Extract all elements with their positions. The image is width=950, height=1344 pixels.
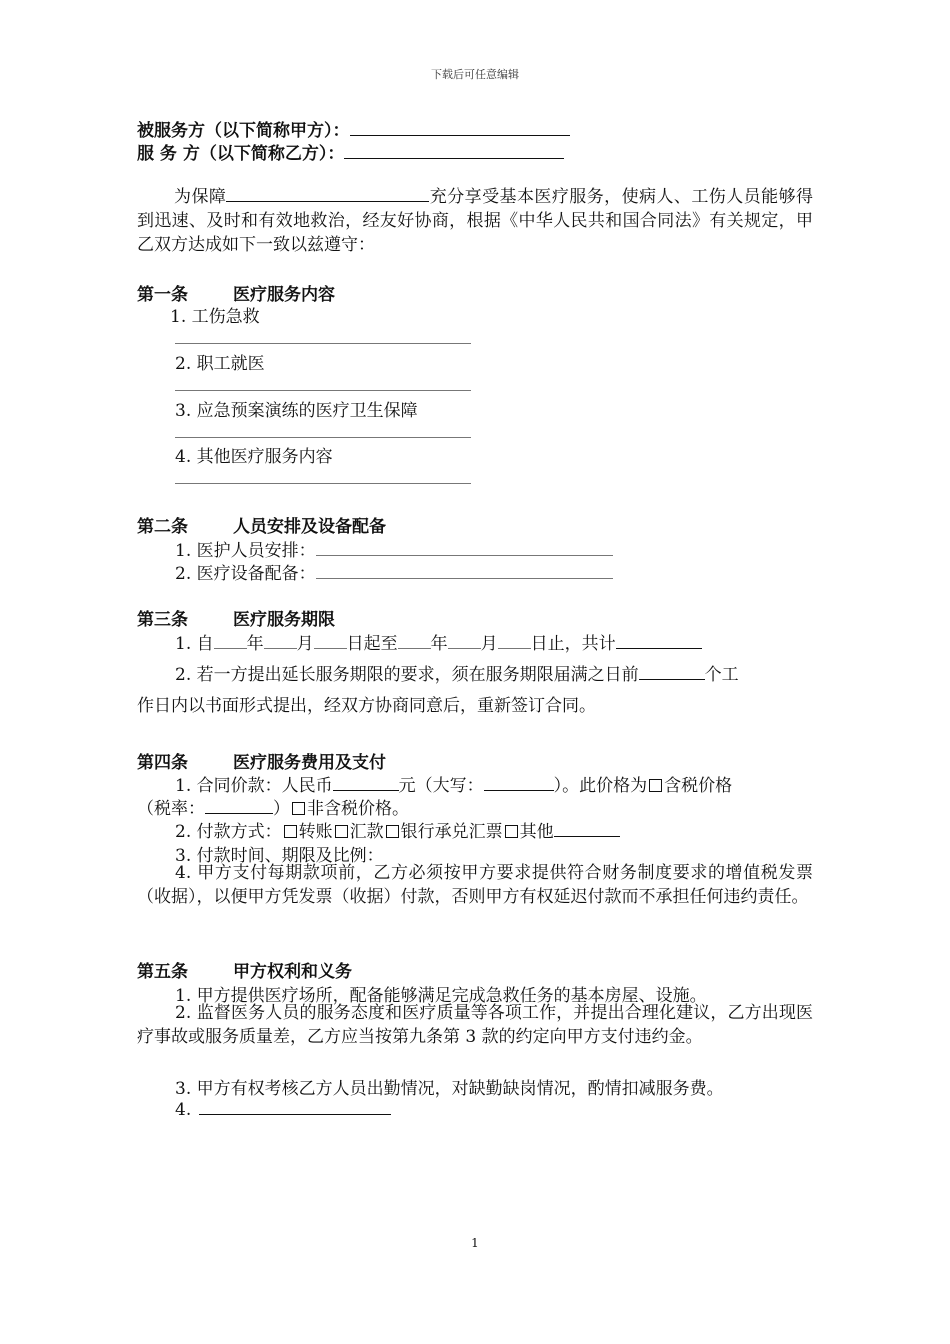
article-1-number: 第一条 — [137, 285, 188, 305]
page-number: 1 — [471, 1236, 479, 1250]
article-4-item-4: 4. 甲方支付每期款项前，乙方必须按甲方要求提供符合财务制度要求的增值税发票（收据），以便甲方凭发票（收据）付款，否则甲方有权延迟付款而不承担任何违约责任。 — [137, 863, 813, 907]
art3-text-month-1: 月 — [296, 634, 314, 654]
article-3-item-2 — [175, 660, 739, 685]
end-month-blank[interactable] — [448, 631, 481, 649]
party-b-label: 服 务 方（以下简称乙方）： — [137, 144, 345, 164]
tax-rate-close: ） — [273, 799, 290, 819]
end-day-blank[interactable] — [498, 631, 531, 649]
art4-price-label: 1. 合同价款：人民币 — [175, 776, 333, 796]
article-5-item-1: 1. 甲方提供医疗场所，配备能够满足完成急救任务的基本房屋、设施。 — [175, 986, 707, 1006]
article-3-item-1 — [175, 629, 702, 654]
party-a-label: 被服务方（以下简称甲方）： — [137, 121, 350, 141]
art4-price-capital-label: 元（大写： — [398, 776, 484, 796]
article-5-item-2: 2. 监督医务人员的服务态度和医疗质量等各项工作，并提出合理化建议，乙方出现医疗事故或服务质量差，乙方应当按第九条第 3 款的约定向甲方支付违约金。 — [137, 1003, 813, 1047]
article-2-item-1 — [175, 536, 613, 561]
article-5-title: 甲方权利和义务 — [233, 962, 352, 982]
total-duration-blank[interactable] — [616, 631, 702, 649]
intro-text-2: 充分享受基本医疗服务，使病人、工伤人员能够得到迅速、及时和有效地救治，经友好协商，根据《中华人民共和国合同法》有关规定，甲乙双方达成如下一致以兹遵守： — [137, 187, 814, 255]
art3-text-total: 日止，共计 — [530, 634, 616, 654]
article-1-item-2-line[interactable] — [175, 390, 471, 391]
tax-rate-blank[interactable] — [205, 796, 273, 814]
intro-blank[interactable] — [226, 184, 429, 202]
art3-text-year-1: 年 — [246, 634, 264, 654]
article-5-heading — [137, 957, 352, 982]
article-2-item-2-label: 2. 医疗设备配备： — [175, 564, 316, 584]
art3-item-2-text-b: 个工 — [704, 665, 739, 685]
tax-excluded-checkbox[interactable] — [292, 802, 305, 815]
intro-text-1: 为保障 — [174, 187, 227, 207]
art3-item-2-text-a: 2. 若一方提出延长服务期限的要求，须在服务期限届满之日前 — [175, 665, 639, 685]
art3-text-from: 1. 自 — [175, 634, 214, 654]
article-3-heading — [137, 605, 335, 630]
article-5-item-4 — [175, 1097, 391, 1120]
article-4-heading — [137, 748, 386, 773]
article-4-item-2 — [175, 817, 620, 842]
transfer-label: 转账 — [298, 822, 333, 842]
art4-price-type-text: ）。此价格为 — [553, 776, 648, 796]
tax-excluded-label: 非含税价格。 — [307, 799, 409, 819]
party-b-blank[interactable] — [344, 141, 564, 159]
price-amount-blank[interactable] — [333, 773, 399, 791]
article-3-number: 第三条 — [137, 610, 188, 630]
article-5-item-4-label: 4. — [175, 1100, 192, 1120]
tax-included-checkbox[interactable] — [649, 779, 662, 792]
remittance-checkbox[interactable] — [335, 825, 348, 838]
workdays-blank[interactable] — [639, 662, 705, 680]
price-capital-blank[interactable] — [484, 773, 554, 791]
intro-paragraph — [137, 184, 813, 257]
article-1-item-4: 4. 其他医疗服务内容 — [175, 447, 333, 467]
article-1-item-2: 2. 职工就医 — [175, 354, 265, 374]
page-header-note: 下载后可任意编辑 — [431, 68, 519, 81]
other-method-blank[interactable] — [554, 819, 620, 837]
article-4-item-1 — [175, 771, 732, 796]
article-1-item-3-line[interactable] — [175, 437, 471, 438]
article-2-item-2 — [175, 559, 613, 584]
start-year-blank[interactable] — [214, 631, 247, 649]
article-1-item-1-line[interactable] — [175, 343, 471, 344]
tax-included-label: 含税价格 — [664, 776, 733, 796]
article-3-item-2-cont: 作日内以书面形式提出，经双方协商同意后，重新签订合同。 — [137, 696, 596, 716]
remittance-label: 汇款 — [349, 822, 384, 842]
party-a-blank[interactable] — [350, 118, 570, 136]
bank-acceptance-checkbox[interactable] — [386, 825, 399, 838]
article-2-title: 人员安排及设备配备 — [233, 517, 386, 537]
start-month-blank[interactable] — [264, 631, 297, 649]
article-2-item-1-label: 1. 医护人员安排： — [175, 541, 316, 561]
article-1-item-4-line[interactable] — [175, 483, 471, 484]
start-day-blank[interactable] — [314, 631, 347, 649]
other-checkbox[interactable] — [505, 825, 518, 838]
article-1-title: 医疗服务内容 — [233, 285, 335, 305]
article-3-title: 医疗服务期限 — [233, 610, 335, 630]
article-2-item-2-blank[interactable] — [316, 561, 613, 579]
party-b-line — [137, 139, 564, 164]
art3-text-day-to: 日起至 — [346, 634, 398, 654]
article-4-number: 第四条 — [137, 753, 188, 773]
article-5-item-3: 3. 甲方有权考核乙方人员出勤情况，对缺勤缺岗情况，酌情扣减服务费。 — [175, 1079, 724, 1099]
tax-rate-label: （税率： — [137, 799, 205, 819]
end-year-blank[interactable] — [398, 631, 431, 649]
article-1-item-3: 3. 应急预案演练的医疗卫生保障 — [175, 401, 418, 421]
article-2-heading — [137, 512, 386, 537]
bank-acceptance-label: 银行承兑汇票 — [400, 822, 503, 842]
art3-text-year-2: 年 — [430, 634, 448, 654]
article-5-number: 第五条 — [137, 962, 188, 982]
article-5-item-4-blank[interactable] — [199, 1097, 391, 1115]
article-1-item-1: 1. 工伤急救 — [170, 307, 260, 327]
payment-method-label: 2. 付款方式： — [175, 822, 282, 842]
article-4-item-3: 3. 付款时间、期限及比例： — [175, 846, 384, 866]
article-4-item-1-cont — [137, 794, 409, 819]
article-2-item-1-blank[interactable] — [316, 538, 613, 556]
article-4-title: 医疗服务费用及支付 — [233, 753, 386, 773]
article-2-number: 第二条 — [137, 517, 188, 537]
transfer-checkbox[interactable] — [284, 825, 297, 838]
art3-text-month-2: 月 — [480, 634, 498, 654]
other-label: 其他 — [519, 822, 554, 842]
party-a-line — [137, 116, 570, 141]
